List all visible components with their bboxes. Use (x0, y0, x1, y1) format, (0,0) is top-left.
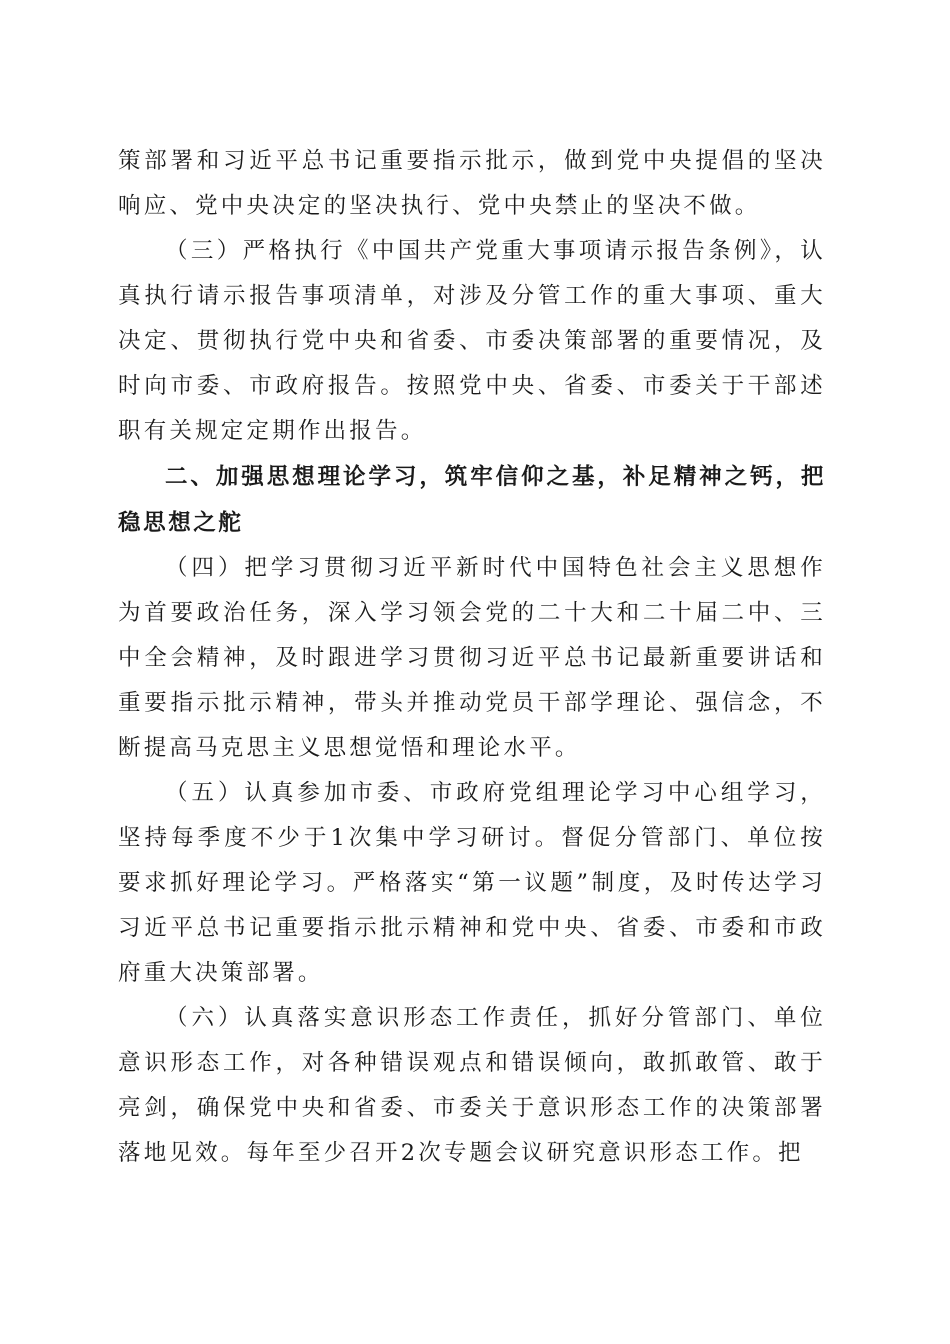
paragraph-item-4: （四）把学习贯彻习近平新时代中国特色社会主义思想作为首要政治任务，深入学习领会党的二十大和二十届二中、三中全会精神，及时跟进学习贯彻习近平总书记最新重要讲话和重要指示批示精神，带头并推动党员干部学理论、强信念，不断提高马克思主义思想觉悟和理论水平。 (118, 555, 826, 761)
paragraph-item-5: （五）认真参加市委、市政府党组理论学习中心组学习，坚持每季度不少于1次集中学习研讨。督促分管部门、单位按要求抓好理论学习。严格落实“第一议题”制度，及时传达学习习近平总书记重要指示批示精神和党中央、省委、市委和市政府重大决策部署。 (118, 780, 826, 986)
paragraph-item-3: （三）严格执行《中国共产党重大事项请示报告条例》，认真执行请示报告事项清单，对涉及分管工作的重大事项、重大决定、贯彻执行党中央和省委、市委决策部署的重要情况，及时向市委、市政府报告。按照党中央、省委、市委关于干部述职有关规定定期作出报告。 (118, 238, 826, 444)
section-heading-2: 二、加强思想理论学习，筑牢信仰之基，补足精神之钙，把稳思想之舵 (118, 464, 826, 536)
document-body (118, 139, 826, 1176)
paragraph-item-6: （六）认真落实意识形态工作责任，抓好分管部门、单位意识形态工作，对各种错误观点和错误倾向，敢抓敢管、敢于亮剑，确保党中央和省委、市委关于意识形态工作的决策部署落地见效。每年至少召开2次专题会议研究意识形态工作。把 (118, 1005, 826, 1166)
paragraph-continuation: 策部署和习近平总书记重要指示批示，做到党中央提倡的坚决响应、党中央决定的坚决执行、党中央禁止的坚决不做。 (118, 148, 826, 219)
